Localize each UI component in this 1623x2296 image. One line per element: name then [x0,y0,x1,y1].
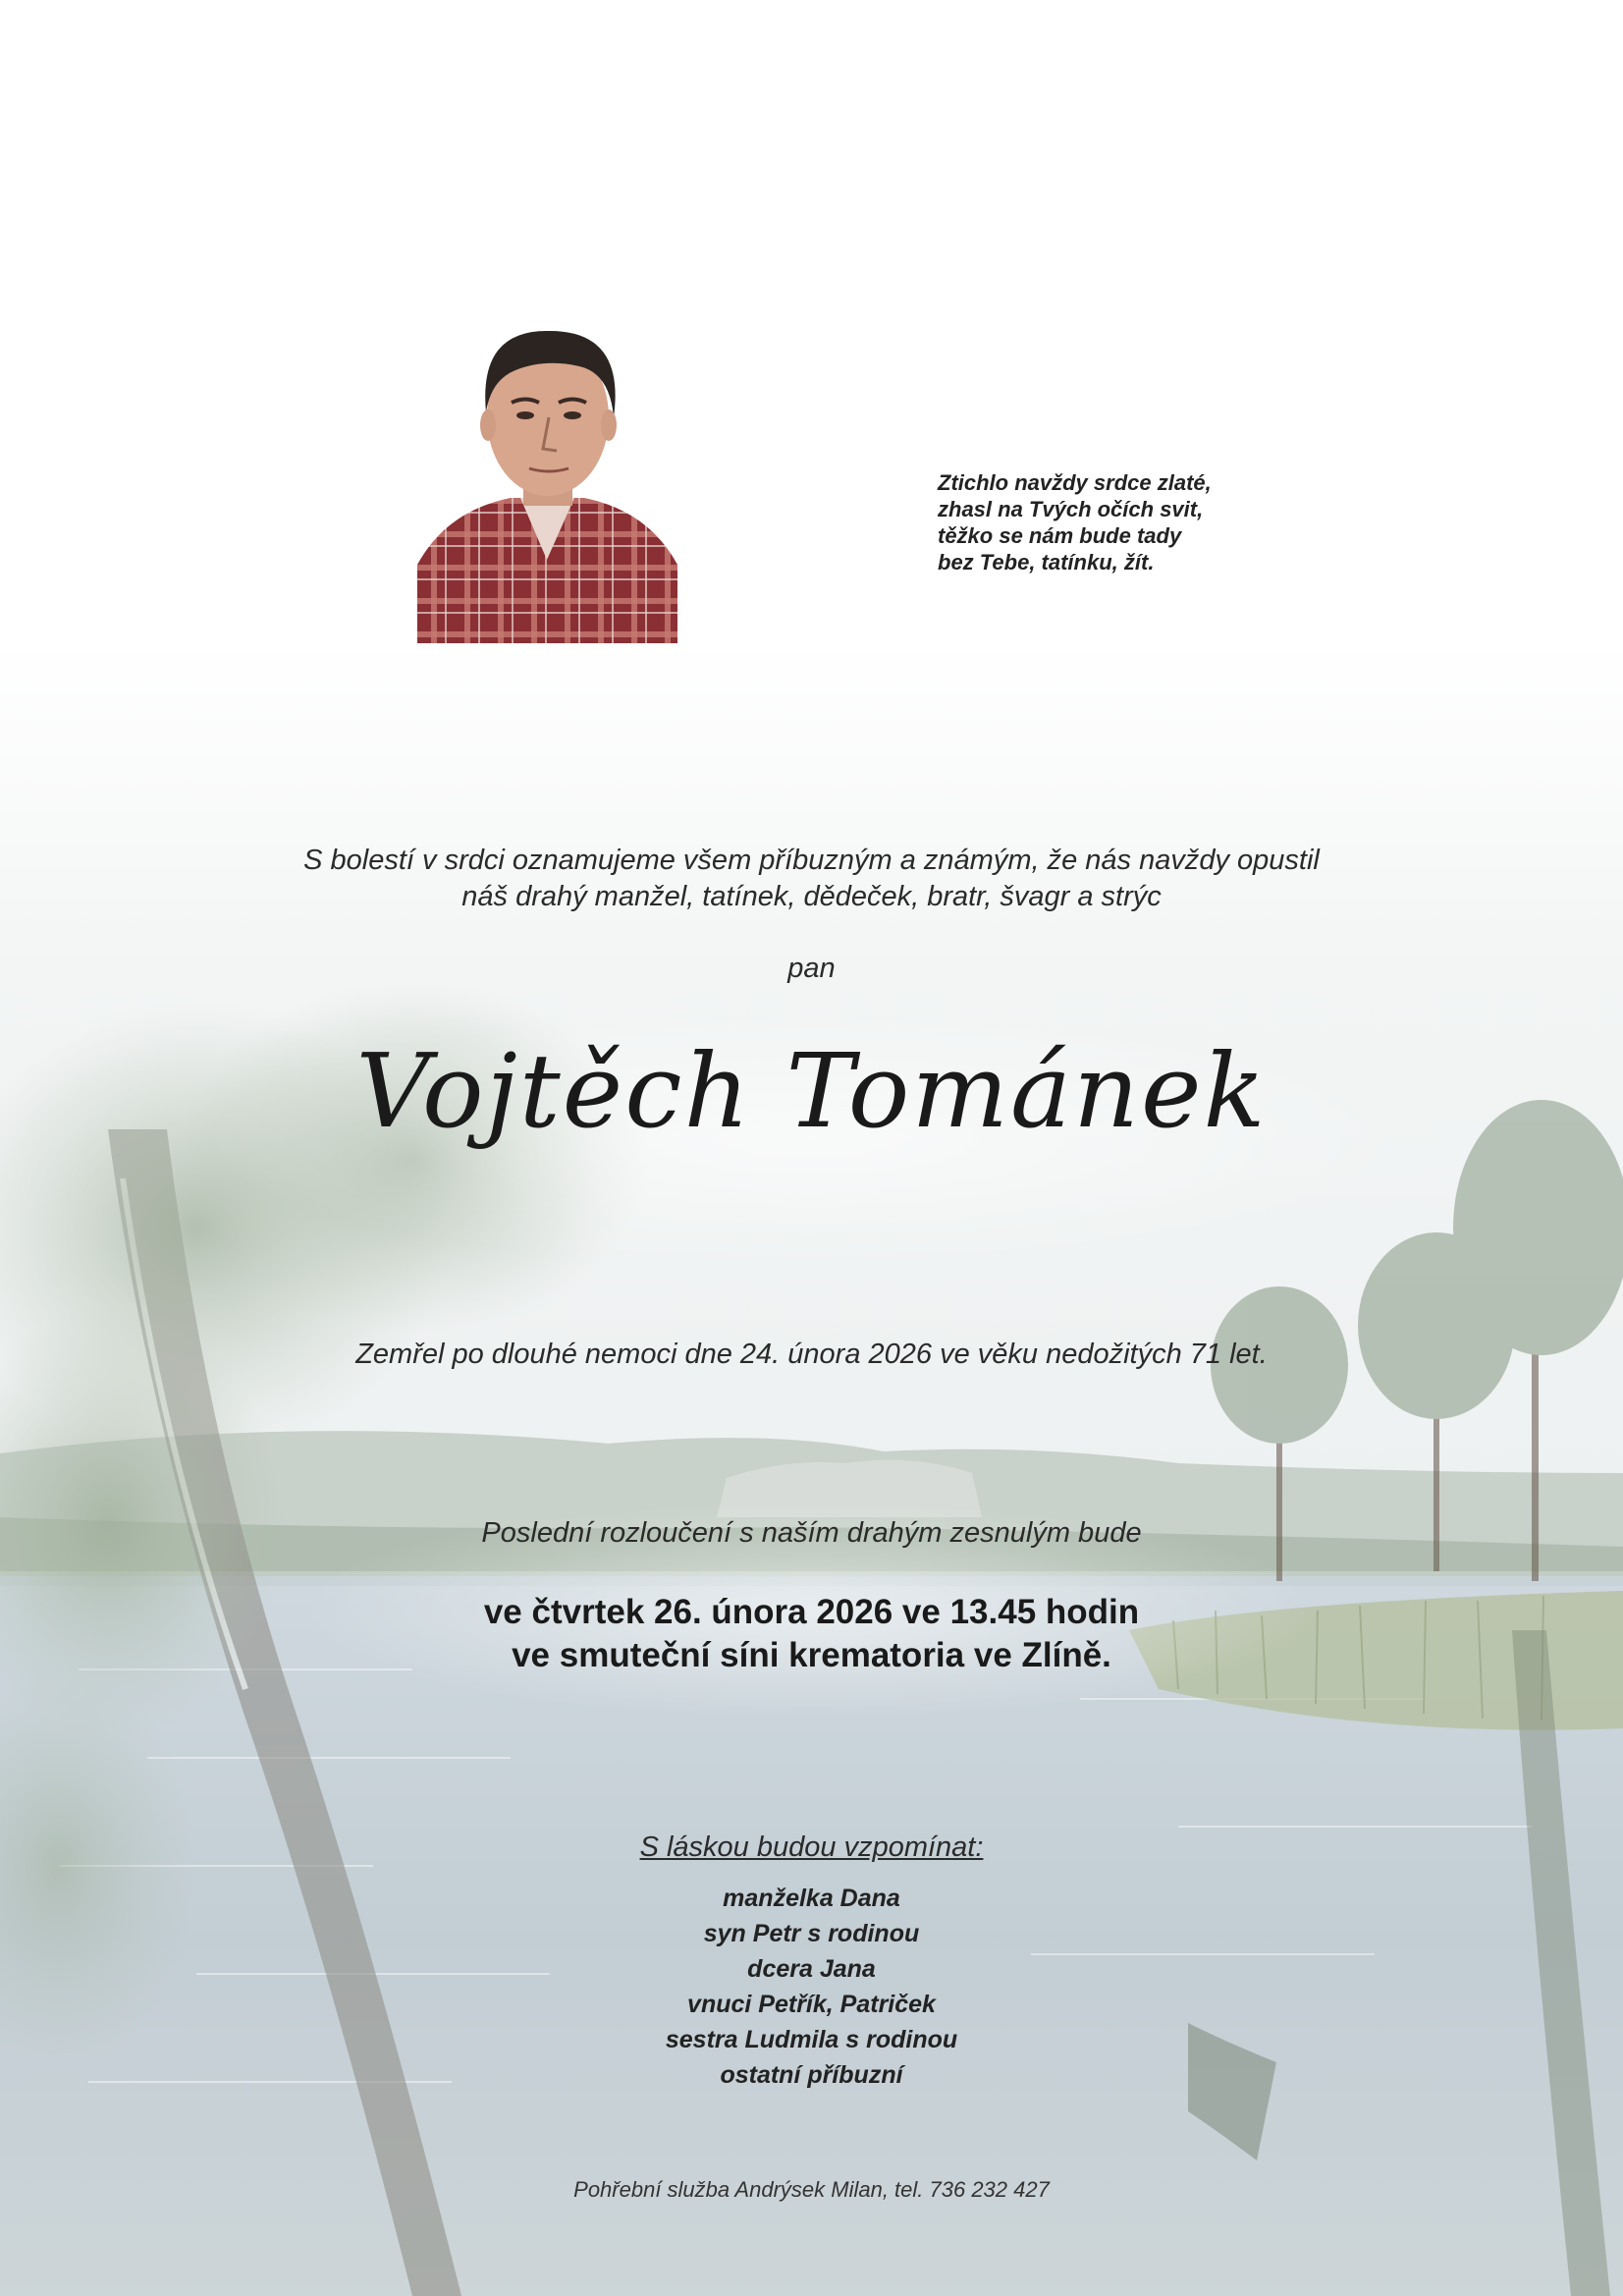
mourner-item: syn Petr s rodinou [703,1920,920,1947]
ceremony-date-time: ve čtvrtek 26. února 2026 ve 13.45 hodin [483,1593,1140,1631]
mourner-item: manželka Dana [723,1885,900,1912]
memorial-poem [938,469,1350,575]
death-notice: Zemřel po dlouhé nemoci dne 24. února 2026 ve věku nedožitých 71 let. [355,1339,1268,1370]
announcement-text [0,843,1623,915]
mourner-item: ostatní příbuzní [720,2061,903,2089]
ceremony-details [0,1591,1623,1677]
announcement-line: náš drahý manžel, tatínek, dědeček, bratr, švagr a strýc [461,881,1162,912]
funeral-service-contact: Pohřební služba Andrýsek Milan, tel. 736 232 427 [573,2177,1050,2202]
poem-line: Ztichlo navždy srdce zlaté, [938,470,1212,495]
portrait-photo [417,319,677,643]
poem-line: zhasl na Tvých očích svit, [938,497,1204,521]
mourner-item: dcera Jana [747,1955,876,1983]
announcement-line: S bolestí v srdci oznamujeme všem příbuzným a známým, že nás navždy opustil [303,845,1320,876]
mourner-item: vnuci Petřík, Patriček [687,1991,936,2018]
poem-line: bez Tebe, tatínku, žít. [938,550,1155,574]
poem-line: těžko se nám bude tady [938,523,1182,548]
mourners-heading: S láskou budou vzpomínat: [639,1831,984,1863]
deceased-name: Vojtěch Tománek [355,1031,1268,1151]
honorific: pan [787,953,836,984]
mourners-list [0,1881,1623,2093]
mourner-item: sestra Ludmila s rodinou [665,2026,958,2053]
ceremony-location: ve smuteční síni krematoria ve Zlíně. [512,1636,1111,1674]
farewell-intro: Poslední rozloučení s naším drahým zesnulým bude [481,1517,1142,1549]
